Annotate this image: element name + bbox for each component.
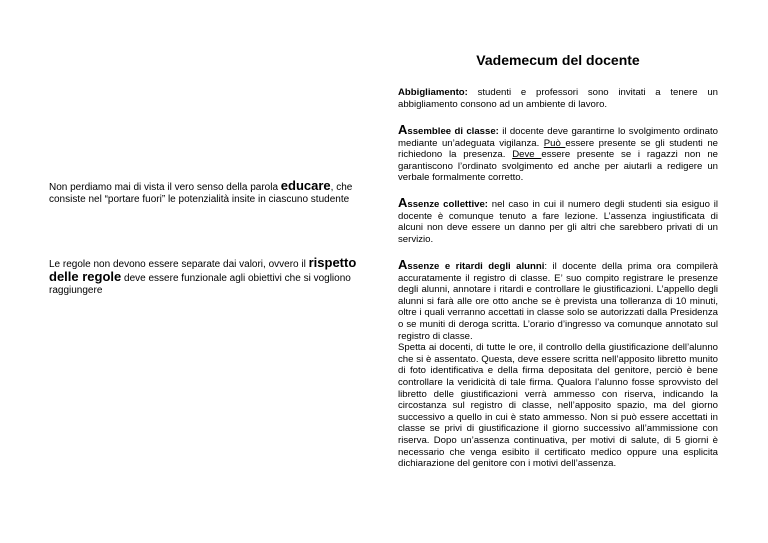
quote2-emphasis: rispetto delle regole — [49, 255, 357, 284]
assemblee-text1: il docente deve garantirne lo svolgimento ordinato mediante un’adeguata vigilanza. — [398, 126, 718, 149]
quote2-after: deve essere funzionale agli obiettivi che si vogliono raggiungere — [49, 273, 351, 296]
assenze-collettive-cap: A — [398, 195, 408, 210]
quote-regole — [49, 257, 369, 297]
assenze-ritardi-text: : il docente della prima ora compilerà accuratamente il registro di classe. E’ suo compito registrare le presenze degli alunni, annotare i ritardi e controllare le giustificazioni. L’appello degli alunni si farà alle ore otto anche se è prevista una tolleranza di 10 minuti, oltre i quali verranno accettati in classe solo se autorizzati dalla Presidenza o se muniti di deroga scritta. L’orario d’ingresso va comunque annotato sul registro di classe. — [398, 261, 718, 342]
quote-educare — [49, 180, 369, 206]
assenze-ritardi-p2: Spetta ai docenti, di tutte le ore, il controllo della giustificazione dell’alunno che si è assentato. Questa, deve essere scritta nell’apposito libretto munito di foto identificativa e della firma depositata del genitore, perciò è bene controllare la veridicità di tale firma. Qualora l’alunno fosse sprovvisto del libretto delle giustificazioni verrà ammesso con riserva, indicando la circostanza sul registro di classe, nell’apposito spazio, ma del giorno successivo a quello in cui è stato ammesso. Non si può essere accettati in classe se privi di giustificazione il giorno successivo all’ammissione con riserva. Dopo un’assenza continuativa, per motivi di salute, di 5 giorni è necessario che venga esibito il certificato medico oppure una esplicita dichiarazione del genitore con i motivi dell’assenza. — [398, 342, 718, 470]
assenze-ritardi-heading: ssenze e ritardi degli alunni — [407, 261, 545, 272]
section-assemblee — [398, 124, 718, 184]
assemblee-heading: ssemblee di classe: — [407, 126, 499, 137]
section-abbigliamento — [398, 87, 718, 110]
abbigliamento-text: studenti e professori sono invitati a tenere un abbigliamento consono ad un ambiente di lavoro. — [398, 87, 718, 110]
page-title: Vademecum del docente — [476, 52, 640, 68]
assemblee-text3: essere presente se i ragazzi non ne garantiscono l’ordinato svolgimento ed anche per aiutarli a redigere un verbale formalmente corretto. — [398, 149, 718, 184]
assenze-ritardi-cap: A — [398, 257, 408, 272]
quote1-emphasis: educare — [280, 178, 331, 193]
quote1-before: Non perdiamo mai di vista il vero senso della parola — [49, 182, 281, 193]
section-assenze-collettive — [398, 197, 718, 245]
assenze-collettive-text: nel caso in cui il numero degli studenti sia esiguo il docente è comunque tenuto a fare lezione. L’assenza ingiustificata di alcuni non deve essere un danno per gli altri che sarebbero privati di un servizio. — [398, 199, 718, 245]
abbigliamento-heading: Abbigliamento: — [398, 87, 468, 98]
assemblee-u2: Deve — [512, 149, 542, 161]
section-assenze-ritardi — [398, 259, 718, 470]
quote2-before: Le regole non devono essere separate dai valori, ovvero il — [49, 259, 309, 270]
assemblee-cap: A — [398, 122, 408, 137]
assemblee-u1: Può — [543, 137, 566, 149]
quote1-after: , che consiste nel “portare fuori” le potenzialità insite in ciascuno studente — [49, 182, 353, 205]
assemblee-text2: essere presente se gli studenti ne richiedono la presenza. — [398, 137, 718, 161]
assenze-collettive-heading: ssenze collettive: — [407, 199, 488, 210]
assenze-ritardi-p1 — [398, 259, 718, 342]
